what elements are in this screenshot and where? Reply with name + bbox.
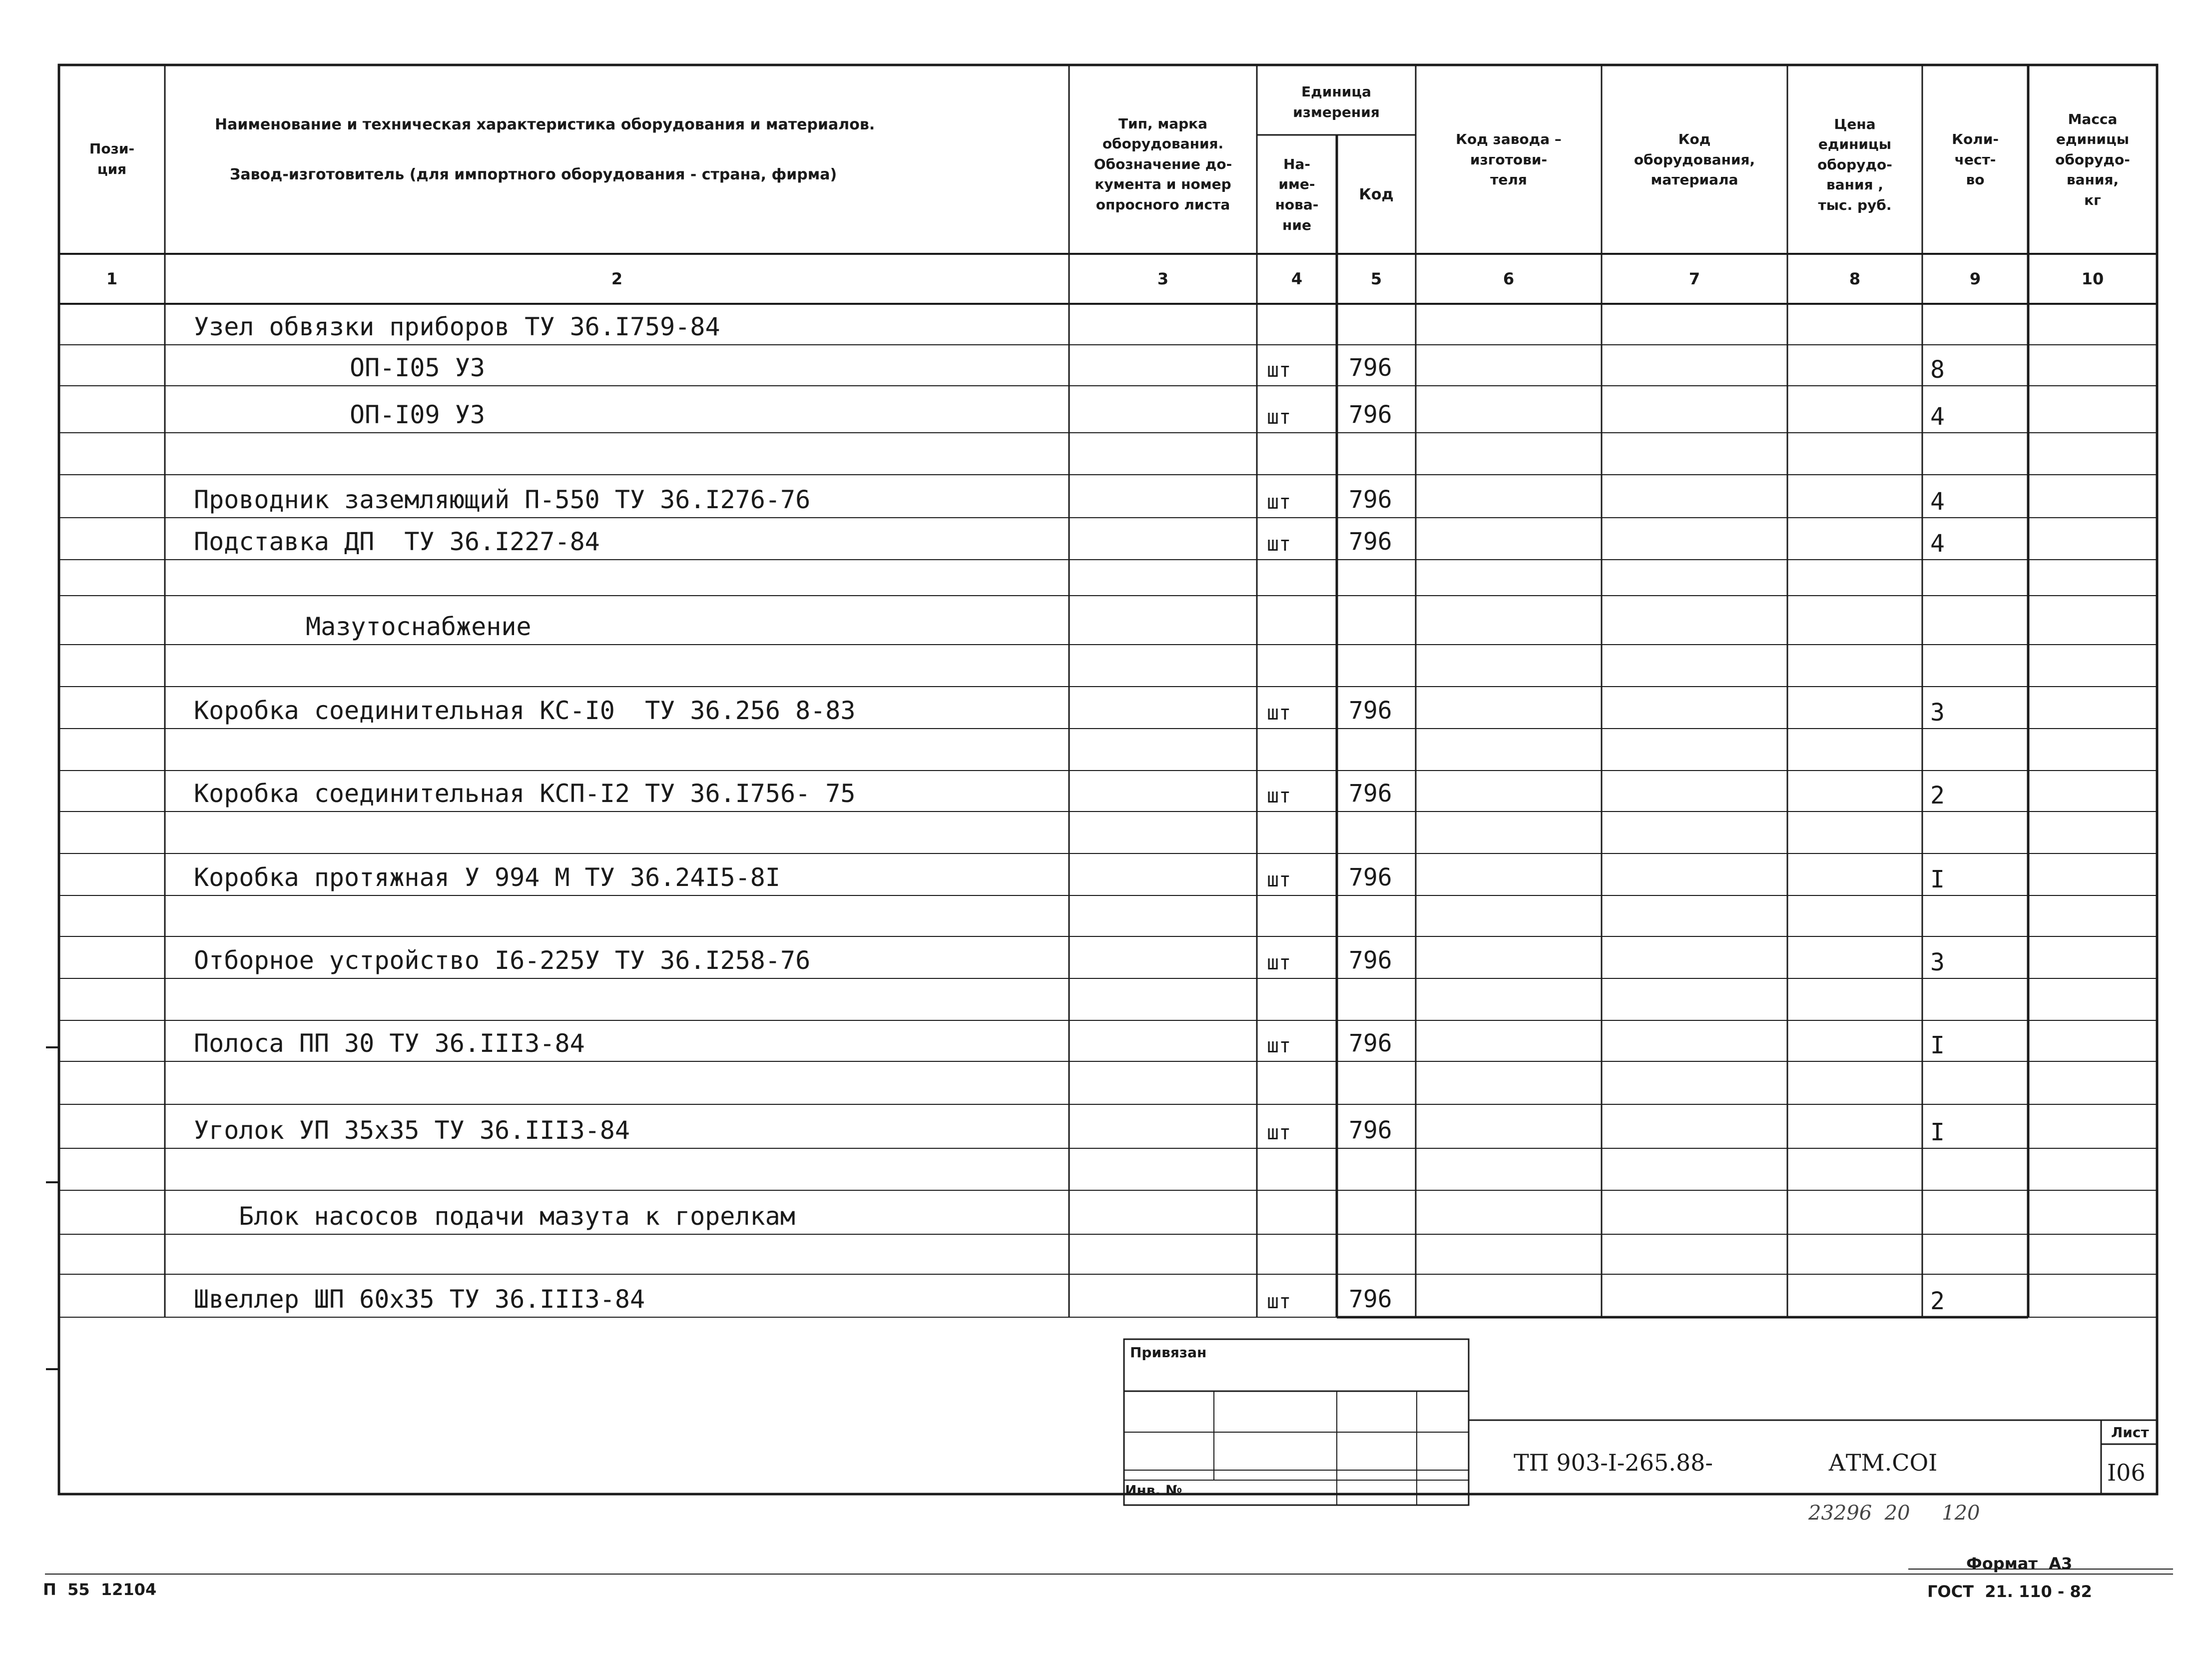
column-number-4: 4 (1291, 269, 1303, 288)
row-unit-2: шт (1267, 359, 1291, 382)
row-name-14: Коробка протяжная У 994 М ТУ 36.24I5-8I (194, 863, 780, 892)
row-name-20: Уголок УП 35х35 ТУ 36.III3-84 (194, 1116, 630, 1145)
column-number-6: 6 (1503, 269, 1515, 288)
row-code-16: 796 (1349, 946, 1392, 974)
row-code-10: 796 (1349, 697, 1392, 725)
row-qty-5: 4 (1930, 488, 1945, 516)
stamp-privyazan-label: Привязан (1130, 1344, 1207, 1361)
row-name-2: ОП-I05 У3 (350, 353, 485, 382)
row-name-8: Мазутоснабжение (306, 612, 532, 641)
header-name-line2: Завод-изготовитель (для импортного оборудования - страна, фирма) (230, 165, 837, 183)
row-qty-24: 2 (1930, 1287, 1945, 1315)
header-mass: Масса единицы оборудо- вания, кг (2055, 110, 2130, 208)
header-material-code: Код оборудования, материала (1634, 131, 1755, 188)
row-code-20: 796 (1349, 1116, 1392, 1144)
column-number-3: 3 (1157, 269, 1169, 288)
header-unit-name: На- име- нова- ние (1275, 155, 1319, 233)
header-price: Цена единицы оборудо- вания , тыс. руб. (1817, 115, 1892, 213)
row-unit-12: шт (1267, 785, 1291, 808)
document-code: ТП 903-I-265.88- (1514, 1449, 1713, 1476)
column-number-5: 5 (1370, 269, 1382, 288)
row-name-22: Блок насосов подачи мазута к горелкам (239, 1202, 795, 1231)
column-number-1: 1 (106, 269, 118, 288)
handwritten-number: 23296 20 120 (1808, 1502, 1980, 1525)
row-code-14: 796 (1349, 863, 1392, 891)
column-number-2: 2 (611, 269, 623, 288)
header-type: Тип, марка оборудования. Обозначение до- кумента и номер опросного листа (1094, 115, 1232, 213)
row-qty-20: I (1930, 1118, 1945, 1146)
header-quantity: Коли- чест- во (1952, 131, 1999, 188)
row-unit-3: шт (1267, 406, 1291, 429)
document-suffix: АТМ.СОI (1828, 1449, 1938, 1476)
column-number-10: 10 (2081, 269, 2104, 288)
row-name-16: Отборное устройство I6-225У ТУ 36.I258-76 (194, 946, 811, 975)
row-name-5: Проводник заземляющий П-550 ТУ 36.I276-76 (194, 485, 811, 514)
column-number-8: 8 (1849, 269, 1861, 288)
stamp-inv-label: Инв. № (1125, 1482, 1182, 1499)
footer-left-code: П 55 12104 (43, 1580, 157, 1599)
header-name-line1: Наименование и техническая характеристика оборудования и материалов. (215, 115, 875, 133)
row-qty-6: 4 (1930, 530, 1945, 558)
footer-gost: ГОСТ 21. 110 - 82 (1927, 1582, 2092, 1601)
row-code-18: 796 (1349, 1029, 1392, 1057)
row-unit-16: шт (1267, 951, 1291, 974)
row-name-10: Коробка соединительная КС-I0 ТУ 36.256 8-83 (194, 696, 856, 725)
row-unit-18: шт (1267, 1034, 1291, 1057)
sheet-number: I06 (2107, 1459, 2146, 1486)
row-name-1: Узел обвязки приборов ТУ 36.I759-84 (194, 312, 720, 341)
row-qty-12: 2 (1930, 782, 1945, 810)
row-unit-5: шт (1267, 491, 1291, 514)
row-name-12: Коробка соединительная КСП-I2 ТУ 36.I756- 75 (194, 779, 856, 808)
row-name-3: ОП-I09 У3 (350, 400, 485, 429)
header-unit-group: Единица измерения (1293, 83, 1380, 120)
row-unit-14: шт (1267, 868, 1291, 891)
sheet-label: Лист (2111, 1424, 2149, 1441)
row-code-2: 796 (1349, 354, 1392, 382)
row-code-3: 796 (1349, 401, 1392, 429)
row-unit-6: шт (1267, 533, 1291, 556)
row-qty-16: 3 (1930, 948, 1945, 976)
header-position: Пози- ция (89, 140, 135, 177)
row-qty-18: I (1930, 1031, 1945, 1059)
header-unit-code: Код (1359, 185, 1394, 203)
row-unit-10: шт (1267, 702, 1291, 725)
row-qty-10: 3 (1930, 699, 1945, 727)
row-name-6: Подставка ДП ТУ 36.I227-84 (194, 527, 600, 556)
column-number-7: 7 (1688, 269, 1700, 288)
header-maker-code: Код завода – изготови- теля (1456, 131, 1562, 188)
row-name-18: Полоса ПП 30 ТУ 36.III3-84 (194, 1029, 585, 1058)
row-unit-24: шт (1267, 1290, 1291, 1313)
row-qty-14: I (1930, 865, 1945, 893)
row-code-12: 796 (1349, 780, 1392, 808)
footer-format: Формат А3 (1966, 1554, 2073, 1573)
row-qty-3: 4 (1930, 403, 1945, 431)
row-code-5: 796 (1349, 486, 1392, 514)
row-qty-2: 8 (1930, 356, 1945, 384)
row-code-24: 796 (1349, 1285, 1392, 1313)
row-code-6: 796 (1349, 528, 1392, 556)
row-name-24: Швеллер ШП 60х35 ТУ 36.III3-84 (194, 1285, 645, 1314)
column-number-9: 9 (1969, 269, 1981, 288)
row-unit-20: шт (1267, 1121, 1291, 1144)
